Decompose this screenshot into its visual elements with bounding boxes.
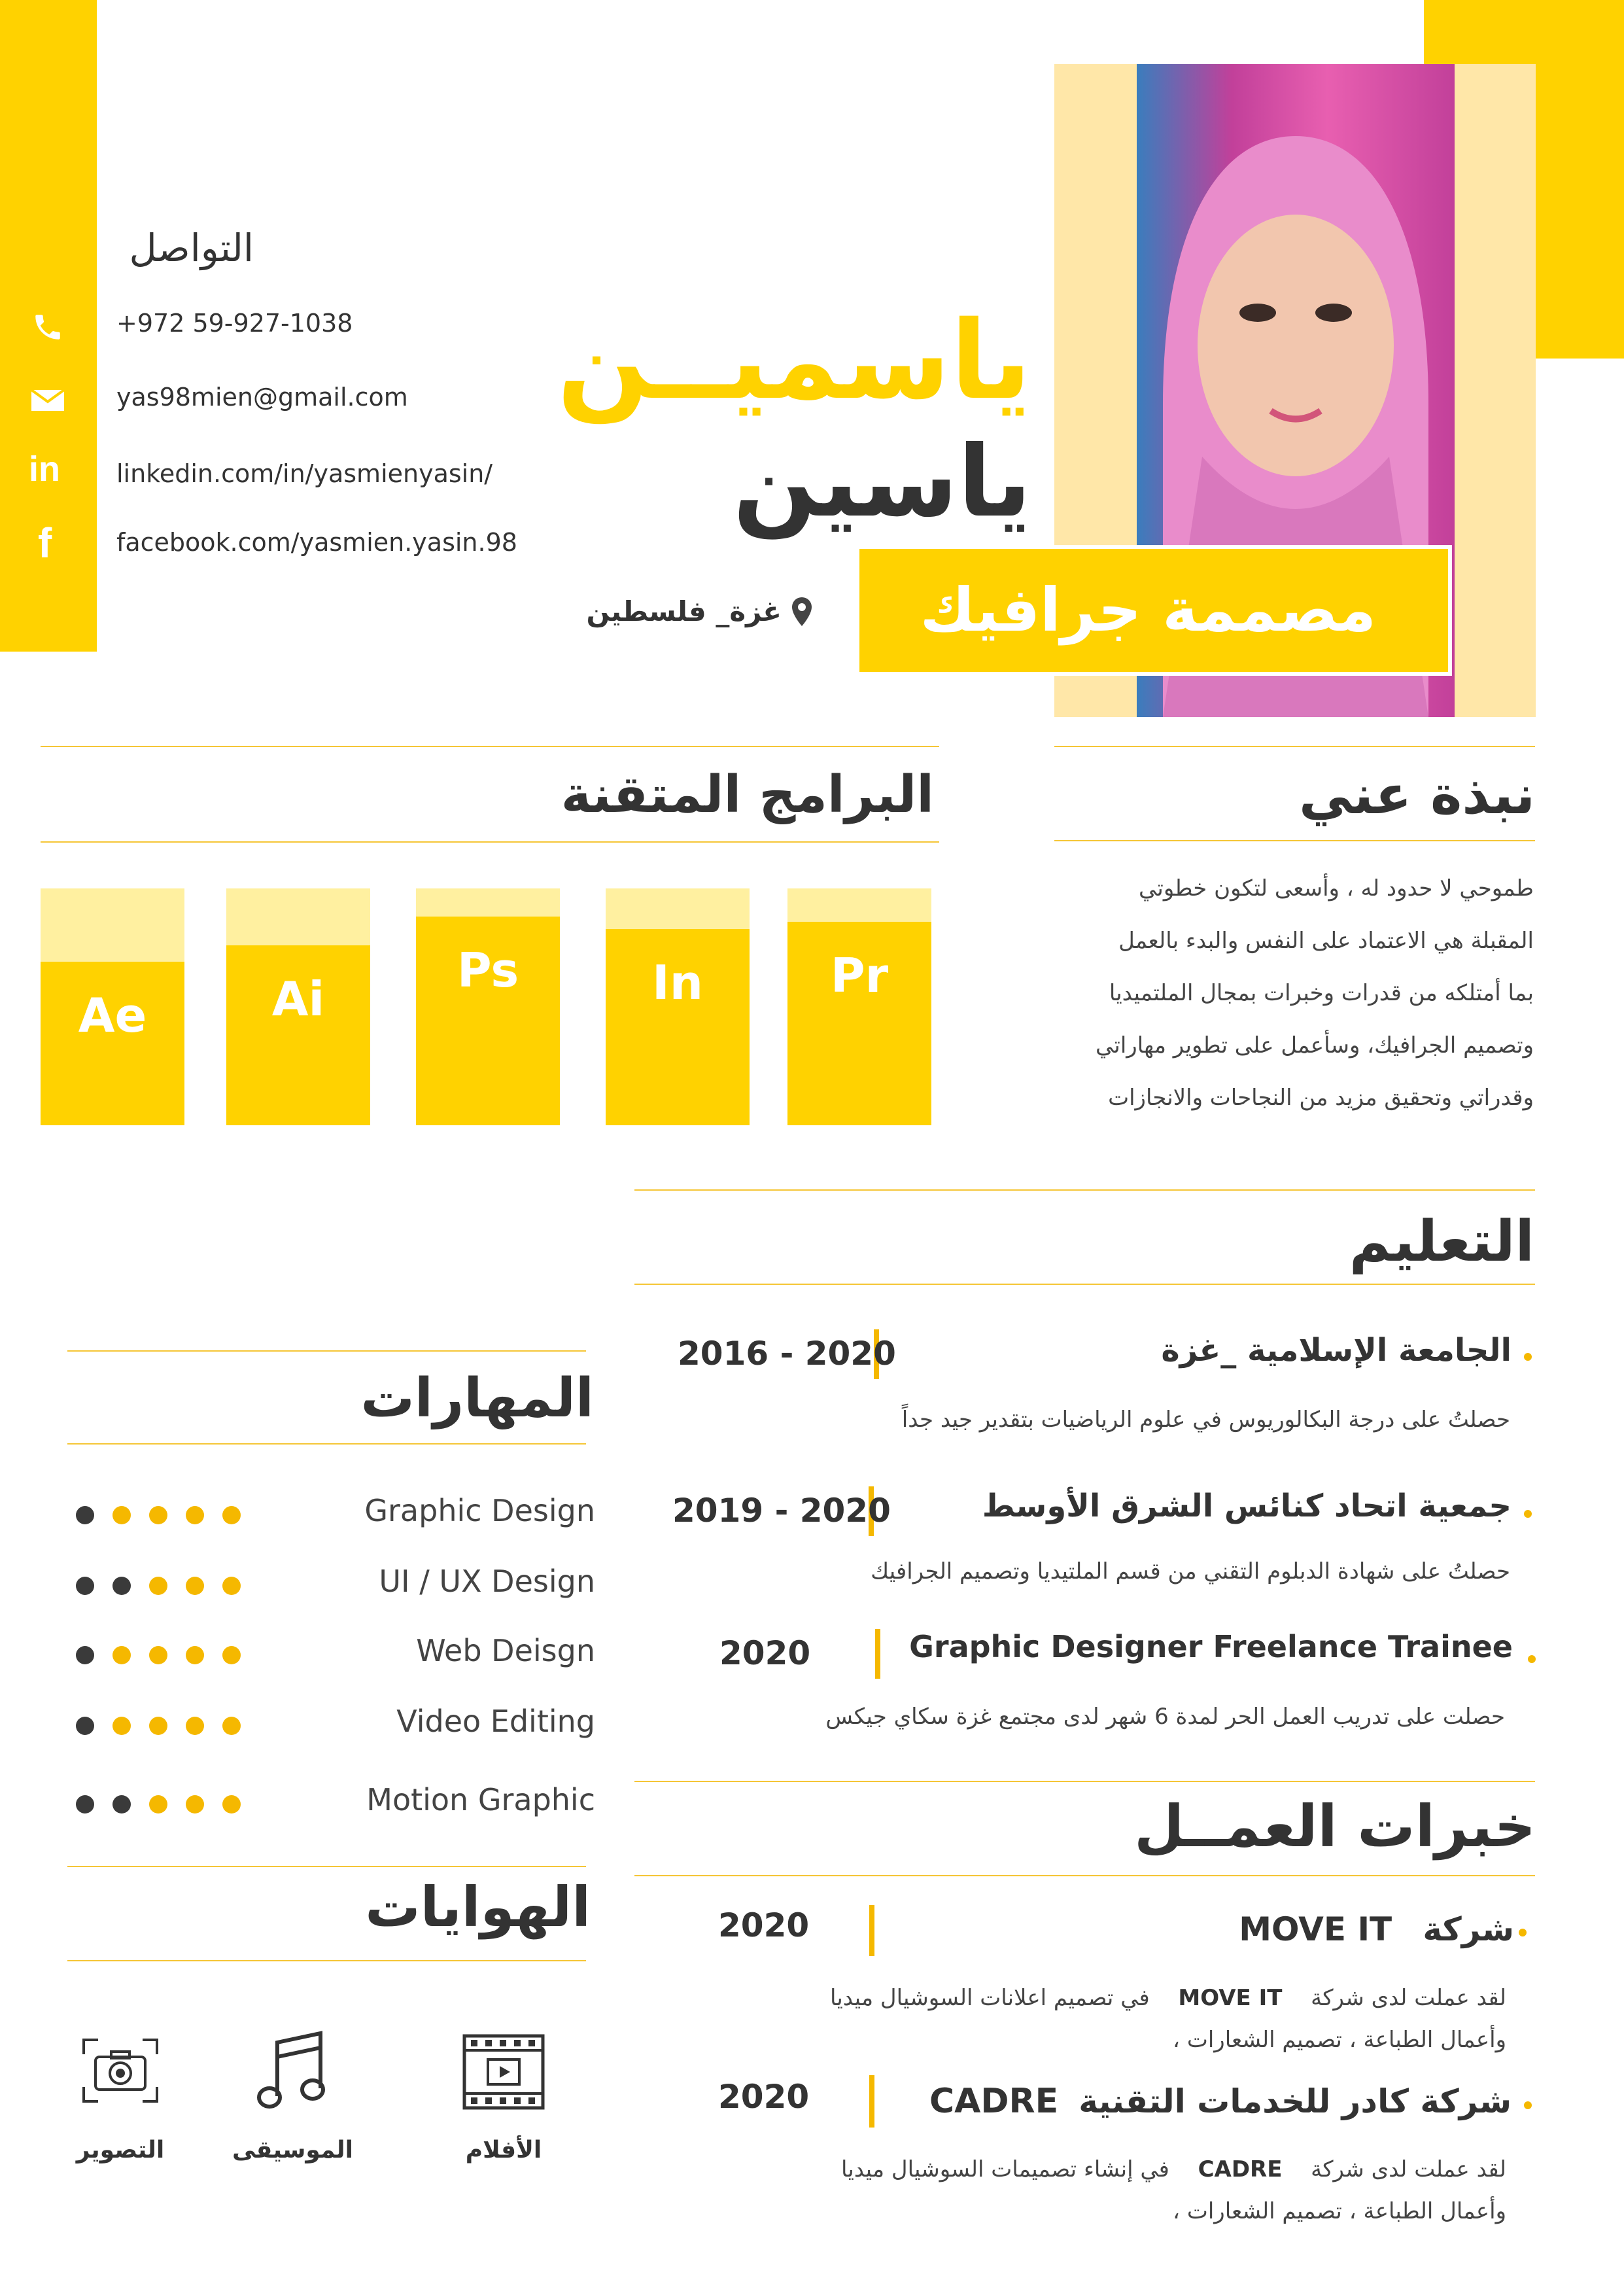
skill-level-dot bbox=[222, 1717, 241, 1735]
date-separator bbox=[875, 1629, 880, 1679]
date-separator bbox=[869, 2075, 874, 2128]
job-title-box bbox=[855, 545, 1452, 676]
software-label: Ps bbox=[457, 943, 519, 998]
software-bar-ai bbox=[226, 888, 370, 1125]
skill-level-dot bbox=[222, 1577, 241, 1595]
last-name: ياسين bbox=[733, 425, 1031, 539]
skill-level-dot bbox=[186, 1717, 204, 1735]
skill-level-dot bbox=[222, 1506, 241, 1524]
job-title: مصممة جرافيك bbox=[920, 575, 1376, 645]
skill-level-dot bbox=[222, 1795, 241, 1813]
education-name: الجامعة الإسلامية _غزة bbox=[1161, 1332, 1512, 1369]
skill-level-dot bbox=[76, 1717, 94, 1735]
facebook-url[interactable]: facebook.com/yasmien.yasin.98 bbox=[116, 528, 517, 557]
phone-number[interactable]: +972 59-927-1038 bbox=[116, 309, 353, 338]
hobby-label: الموسيقى bbox=[232, 2137, 353, 2164]
email-address[interactable]: yas98mien@gmail.com bbox=[116, 383, 408, 412]
skill-level-dot bbox=[186, 1506, 204, 1524]
location bbox=[587, 595, 813, 627]
divider bbox=[634, 1781, 1535, 1782]
hobby-label: التصوير bbox=[76, 2137, 165, 2164]
skill-level-dot bbox=[76, 1506, 94, 1524]
software-level-fill bbox=[41, 962, 184, 1125]
location-pin-icon bbox=[791, 596, 813, 627]
about-line: وتصميم الجرافيك، وسأعمل على تطوير مهاراتي bbox=[1096, 1032, 1534, 1059]
bullet bbox=[1524, 1510, 1532, 1518]
divider bbox=[634, 1189, 1535, 1191]
divider bbox=[67, 1443, 586, 1445]
phone-icon bbox=[31, 311, 64, 343]
experience-desc-line: لقد عملت لدى شركة CADRE في إنشاء تصميمات السوشيال ميديا bbox=[840, 2156, 1506, 2182]
hobbies-title: الهوايات bbox=[365, 1875, 591, 1939]
education-desc: حصلتُ على درجة البكالوريوس في علوم الرياضيات بتقدير جيد جداً bbox=[901, 1407, 1510, 1433]
software-title: البرامج المتقنة bbox=[561, 765, 934, 824]
film-icon bbox=[462, 2033, 545, 2111]
linkedin-url[interactable]: linkedin.com/in/yasmienyasin/ bbox=[116, 459, 493, 488]
skill-level-dot bbox=[149, 1795, 167, 1813]
experience-date: 2020 bbox=[718, 2078, 810, 2116]
education-date: 2020 bbox=[719, 1634, 811, 1672]
divider bbox=[634, 1284, 1535, 1285]
skill-level-dot bbox=[76, 1577, 94, 1595]
skill-name: UI / UX Design bbox=[379, 1564, 595, 1599]
skill-level-dot bbox=[186, 1646, 204, 1664]
about-line: وقدراتي وتحقيق مزيد من النجاحات والانجازات bbox=[1108, 1085, 1534, 1111]
bullet bbox=[1528, 1655, 1536, 1663]
education-name: Graphic Designer Freelance Trainee bbox=[909, 1629, 1513, 1664]
skill-level-dot bbox=[149, 1717, 167, 1735]
first-name: ياسميــن bbox=[557, 298, 1031, 423]
divider bbox=[1054, 746, 1535, 747]
software-label: Ai bbox=[271, 972, 325, 1026]
company-name: MOVE IT bbox=[1239, 1910, 1392, 1948]
camera-icon bbox=[80, 2035, 161, 2107]
skill-level-dot bbox=[76, 1795, 94, 1813]
bullet bbox=[1524, 1353, 1532, 1361]
education-title: التعليم bbox=[1349, 1209, 1534, 1274]
contact-title: التواصل bbox=[129, 226, 254, 270]
divider bbox=[67, 1960, 586, 1961]
divider bbox=[41, 841, 939, 843]
company-prefix: شركة bbox=[1423, 1910, 1514, 1948]
software-bar-pr bbox=[787, 888, 931, 1125]
skill-level-dot bbox=[112, 1506, 131, 1524]
skill-level-dot bbox=[149, 1646, 167, 1664]
experience-desc-line: وأعمال الطباعة ، تصميم الشعارات ، bbox=[1173, 2198, 1506, 2224]
music-note-icon bbox=[255, 2028, 327, 2113]
skill-level-dot bbox=[149, 1506, 167, 1524]
about-line: المقبلة هي الاعتماد على النفس والبدء بالعمل bbox=[1118, 928, 1534, 954]
divider bbox=[67, 1866, 586, 1867]
education-desc: حصلتُ على شهادة الدبلوم التقني من قسم الملتيديا وتصميم الجرافيك bbox=[871, 1558, 1510, 1585]
experience-company bbox=[1239, 1910, 1514, 1948]
divider bbox=[67, 1350, 586, 1352]
bullet bbox=[1519, 1929, 1527, 1936]
skill-level-dot bbox=[222, 1646, 241, 1664]
hobby-label: الأفلام bbox=[465, 2137, 542, 2164]
software-label: In bbox=[651, 955, 704, 1010]
experience-desc-line: وأعمال الطباعة ، تصميم الشعارات ، bbox=[1173, 2027, 1506, 2053]
skills-title: المهارات bbox=[360, 1367, 594, 1429]
software-bar-ps bbox=[416, 888, 560, 1125]
company-prefix: شركة كادر للخدمات التقنية bbox=[1079, 2082, 1512, 2120]
education-desc: حصلت على تدريب العمل الحر لمدة 6 شهر لدى مجتمع غزة سكاي جيكس bbox=[825, 1704, 1505, 1730]
skill-level-dot bbox=[112, 1577, 131, 1595]
about-title: نبذة عني bbox=[1298, 764, 1535, 826]
skill-name: Web Deisgn bbox=[416, 1633, 595, 1668]
email-icon bbox=[30, 387, 65, 413]
divider bbox=[1054, 840, 1535, 841]
skill-level-dot bbox=[112, 1646, 131, 1664]
education-name: جمعية اتحاد كنائس الشرق الأوسط bbox=[982, 1488, 1512, 1524]
company-name: CADRE bbox=[929, 2082, 1059, 2121]
date-separator bbox=[869, 1905, 874, 1956]
experience-desc-line: لقد عملت لدى شركة MOVE IT في تصميم اعلانات السوشيال ميديا bbox=[829, 1985, 1506, 2011]
skill-name: Motion Graphic bbox=[366, 1782, 595, 1817]
skill-level-dot bbox=[149, 1577, 167, 1595]
skill-level-dot bbox=[112, 1795, 131, 1813]
experience-company bbox=[929, 2082, 1512, 2121]
education-date: 2016 - 2020 bbox=[678, 1335, 896, 1373]
facebook-icon: f bbox=[38, 519, 52, 567]
about-line: بما أمتلكه من قدرات وخبرات بمجال الملتميديا bbox=[1109, 980, 1534, 1006]
divider bbox=[41, 746, 939, 747]
software-bar-ae bbox=[41, 888, 184, 1125]
bullet bbox=[1524, 2101, 1532, 2109]
linkedin-icon: in bbox=[29, 449, 60, 489]
experience-date: 2020 bbox=[718, 1906, 810, 1944]
education-date: 2019 - 2020 bbox=[672, 1492, 891, 1530]
location-text: غزة_ فلسطين bbox=[586, 595, 782, 627]
skill-level-dot bbox=[186, 1577, 204, 1595]
software-label: Ae bbox=[78, 988, 147, 1043]
skill-level-dot bbox=[186, 1795, 204, 1813]
skill-name: Graphic Design bbox=[364, 1493, 595, 1528]
software-label: Pr bbox=[830, 948, 889, 1003]
experience-title: خبرات العمــل bbox=[1134, 1793, 1536, 1860]
skill-level-dot bbox=[76, 1646, 94, 1664]
about-line: طموحي لا حدود له ، وأسعى لتكون خطوتي bbox=[1139, 875, 1534, 902]
software-bar-in bbox=[606, 888, 750, 1125]
skill-level-dot bbox=[112, 1717, 131, 1735]
divider bbox=[634, 1875, 1535, 1876]
skill-name: Video Editing bbox=[396, 1704, 595, 1739]
